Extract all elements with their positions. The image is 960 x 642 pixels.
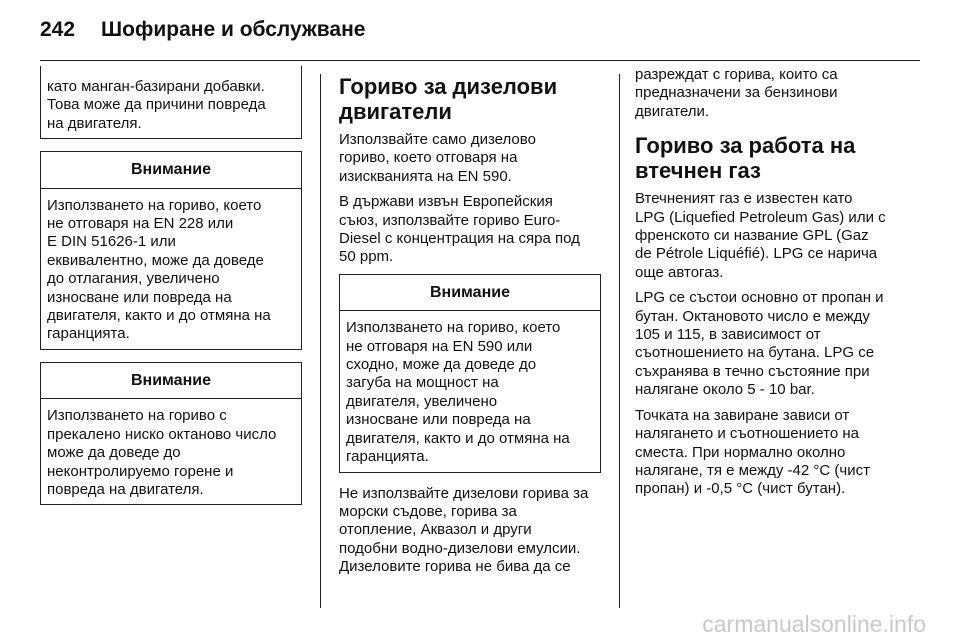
- text-line: прекалено ниско октаново число: [47, 425, 277, 443]
- text-line: може да доведе до: [47, 444, 181, 462]
- text-line: подобни водно-дизелови емулсии.: [339, 539, 581, 557]
- section-title: Шофиране и обслужване: [101, 18, 366, 41]
- text-line: двигателя, както и до отмяна на: [346, 429, 570, 447]
- text-line: предназначени за бензинови: [635, 84, 838, 102]
- text-line: не отговаря на EN 228 или: [47, 215, 234, 233]
- watermark: carmanualsonline.info: [702, 611, 926, 637]
- warning-text: [41, 399, 301, 504]
- warning-text: [340, 311, 600, 471]
- text-line: неконтролируемо горене и: [47, 462, 234, 480]
- warning-box: [339, 274, 601, 473]
- paragraph: [635, 407, 910, 499]
- warning-title: Внимание: [41, 363, 301, 399]
- text-line: налягане, тя е между -42 °C (чист: [635, 461, 870, 479]
- text-line: не отговаря на EN 590 или: [346, 337, 533, 355]
- text-line: de Pétrole Liquéfié). LPG се нарича: [635, 245, 878, 263]
- text-line: като манган-базирани добавки.: [47, 78, 265, 95]
- text-line: LPG се състои основно от пропан и: [635, 289, 884, 307]
- continued-warning-box: [40, 66, 302, 139]
- text-line: сместа. При нормално околно: [635, 443, 846, 461]
- text-line: В държави извън Европейския: [339, 193, 553, 211]
- text-line: гаранцията.: [346, 448, 429, 466]
- text-line: 105 и 115, в зависимост от: [635, 326, 821, 344]
- text-line: Използването на гориво, което: [47, 196, 262, 214]
- text-line: гориво, което отговаря на: [339, 149, 518, 167]
- text-line: Използването на гориво с: [47, 407, 227, 425]
- text-line: налягането и съотношението на: [635, 425, 859, 443]
- column-divider: [320, 74, 321, 608]
- text-line: още автогаз.: [635, 263, 724, 281]
- text-line: до отлагания, увеличено: [47, 270, 220, 288]
- text-line: Дизеловите горива не бива да се: [339, 558, 571, 576]
- text-line: загуба на мощност на: [346, 374, 499, 392]
- text-line: Използването на гориво, което: [346, 319, 561, 337]
- text-line: еквивалентно, може да доведе: [47, 251, 264, 269]
- header-divider: [40, 60, 920, 61]
- page-number: 242: [40, 18, 76, 41]
- text-line: Diesel с концентрация на сяра под: [339, 230, 580, 248]
- text-line: Използвайте само дизелово: [339, 131, 536, 148]
- paragraph: [635, 66, 910, 121]
- warning-title: Внимание: [340, 275, 600, 311]
- text-line: Точката на завиране зависи от: [635, 406, 850, 424]
- text-line: втечнен газ: [635, 158, 761, 184]
- text-line: френското си название GPL (Gaz: [635, 227, 869, 245]
- warning-text: [41, 189, 301, 349]
- column-left: [40, 66, 302, 517]
- text-line: пропан) и -0,5 °C (чист бутан).: [635, 480, 846, 498]
- text-line: E DIN 51626-1 или: [47, 233, 176, 251]
- text-line: разреждат с горива, които са: [635, 66, 838, 83]
- text-line: съхранява в течно състояние при: [635, 362, 870, 380]
- text-line: изискванията на EN 590.: [339, 167, 512, 185]
- page-header: [40, 10, 365, 50]
- text-line: Гориво за дизелови: [339, 74, 558, 99]
- text-line: двигателя, както и до отмяна на: [47, 307, 271, 325]
- text-line: износване или повреда на: [47, 288, 232, 306]
- text-line: бутан. Октановото число е между: [635, 307, 870, 325]
- text-line: двигатели: [339, 99, 452, 124]
- text-line: LPG (Liquefied Petroleum Gas) или с: [635, 208, 886, 226]
- text-line: съюз, използвайте гориво Euro-: [339, 211, 561, 229]
- text-line: на двигателя.: [47, 114, 142, 132]
- text-line: морски съдове, горива за: [339, 502, 517, 520]
- paragraph: [339, 485, 601, 577]
- text-line: Втечненият газ е известен като: [635, 190, 853, 208]
- warning-title: Внимание: [41, 152, 301, 188]
- paragraph: [339, 131, 601, 186]
- paragraph: [635, 289, 910, 399]
- warning-box: [40, 362, 302, 505]
- text-line: гаранцията.: [47, 325, 130, 343]
- text-line: отопление, Аквазол и други: [339, 521, 532, 539]
- text-line: двигателя, увеличено: [346, 392, 498, 410]
- text-line: налягане около 5 - 10 bar.: [635, 381, 815, 399]
- text-line: Гориво за работа на: [635, 133, 856, 159]
- paragraph: [635, 190, 910, 282]
- text-line: съотношението на бутана. LPG се: [635, 344, 875, 362]
- text-line: 50 ppm.: [339, 248, 394, 266]
- text-line: износване или повреда на: [346, 411, 531, 429]
- text-line: Това може да причини повреда: [47, 96, 266, 114]
- column-middle: [339, 66, 601, 584]
- column-right: [635, 66, 910, 506]
- text-line: повреда на двигателя.: [47, 480, 204, 498]
- warning-box: [40, 151, 302, 350]
- paragraph: [339, 193, 601, 267]
- text-line: двигатели.: [635, 102, 710, 120]
- text-line: Не използвайте дизелови горива за: [339, 484, 589, 502]
- text-line: сходно, може да доведе до: [346, 356, 537, 374]
- heading-diesel-fuel: [339, 74, 601, 124]
- column-divider: [619, 74, 620, 608]
- heading-lpg-fuel: [635, 133, 910, 183]
